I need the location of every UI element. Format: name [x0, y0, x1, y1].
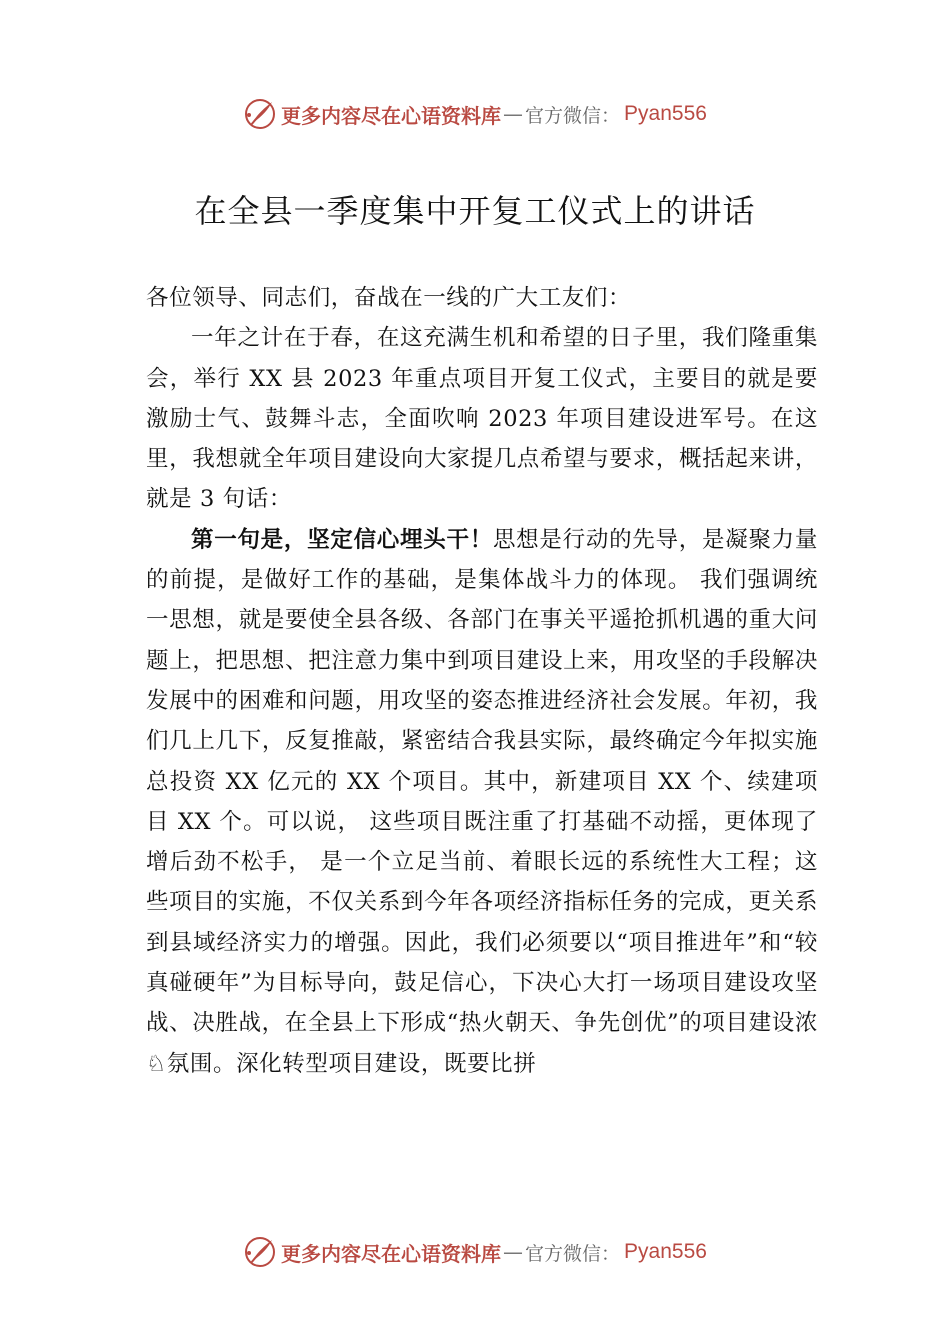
- quill-logo-icon: [243, 97, 277, 131]
- paragraph-2-body: 思想是行动的先导，是凝聚力量的前提，是做好工作的基础，是集体战斗力的体现。 我们强调统一思想，就是要使全县各级、各部门在事关平遥抢抓机遇的重大问题上，把思想、把注意力集中到项目建设上来，用攻坚的手段解决发展中的困难和问题，用攻坚的姿态推进经济社会发展。年初，我们几上几下，反复推敲，紧密结合我县实际，最终确定今年拟实施总投资 XX 亿元的 XX 个项目。其中，新建项目 XX 个、续建项目 XX 个。可以说， 这些项目既注重了打基础不动摇，更体现了增后劲不松手， 是一个立足当前、着眼长远的系统性大工程；这些项目的实施，不仅关系到今年各项经济指标任务的完成，更关系到县域经济实力的增强。因此，我们必须要以“项目推进年”和“较真碰硬年”为目标导向，鼓足信心，下决心大打一场项目建设攻坚战、决胜战，在全县上下形成“热火朝天、争先创优”的项目建设浓♘氛围。深化转型项目建设，既要比拼: [146, 526, 818, 1077]
- watermark-text: 更多内容尽在心语资料库: [281, 103, 502, 128]
- paragraph-2-lead: 第一句是，坚定信心埋头干！: [191, 526, 493, 553]
- document-body: [146, 278, 818, 1084]
- watermark-footer: [0, 1232, 950, 1272]
- watermark-wechat-label: 官方微信：: [525, 1242, 621, 1265]
- watermark-dash: —: [503, 1240, 524, 1264]
- watermark-wechat-label: 官方微信：: [525, 104, 621, 127]
- watermark-wechat-id: Pyan556: [624, 1240, 707, 1263]
- watermark-dash: —: [503, 102, 524, 126]
- paragraph-2: [146, 520, 818, 1084]
- salutation: 各位领导、同志们，奋战在一线的广大工友们：: [146, 285, 632, 311]
- quill-logo-icon: [243, 1235, 277, 1269]
- paragraph-1: 一年之计在于春，在这充满生机和希望的日子里，我们隆重集会，举行 XX 县 2023 年重点项目开复工仪式，主要目的就是要激励士气、鼓舞斗志，全面吹响 2023 年项目建设进军号。在这里，我想就全年项目建设向大家提几点希望与要求，概括起来讲，就是 3 句话：: [146, 325, 818, 513]
- watermark-wechat-id: Pyan556: [624, 102, 707, 125]
- watermark-header: [0, 94, 950, 134]
- document-title: 在全县一季度集中开复工仪式上的讲话: [194, 192, 756, 230]
- watermark-text: 更多内容尽在心语资料库: [281, 1241, 502, 1266]
